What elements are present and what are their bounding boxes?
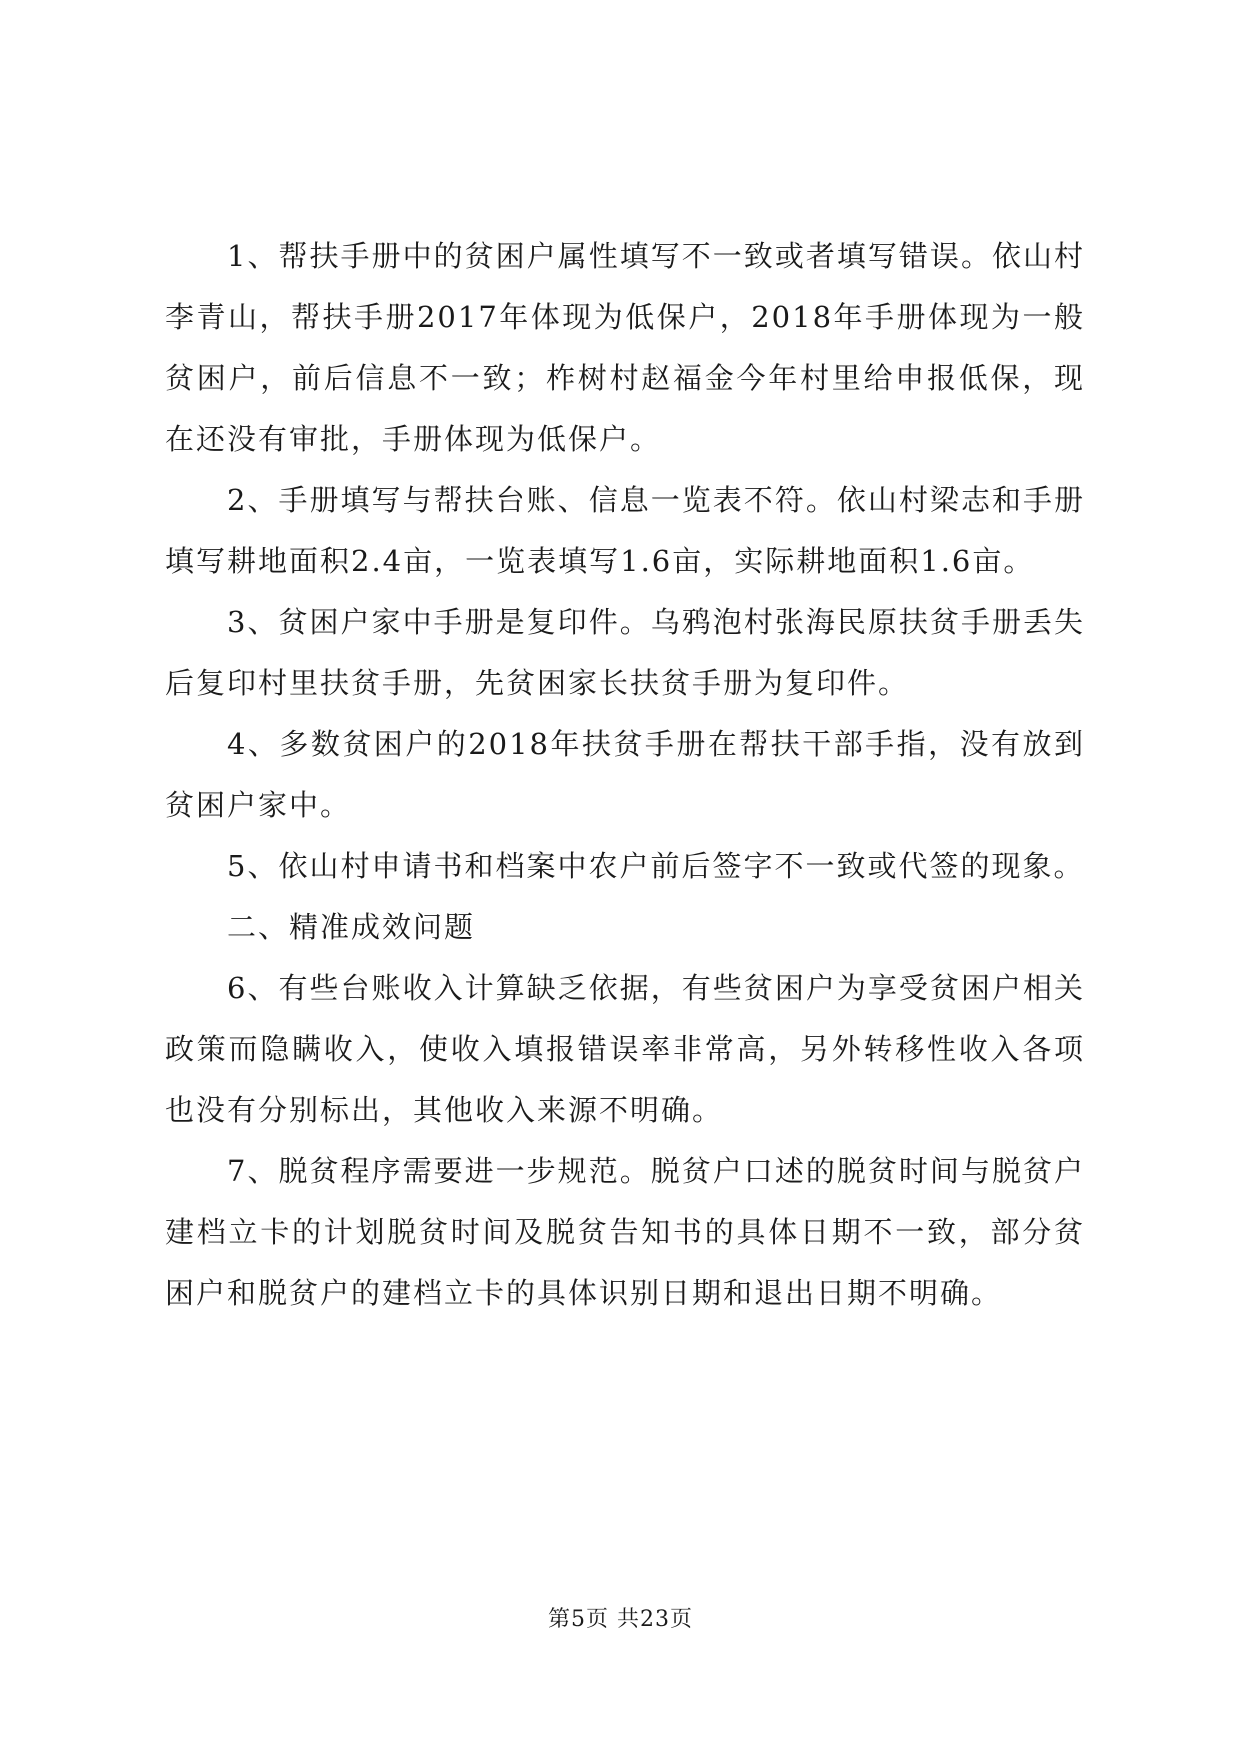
page-footer [0,1605,1241,1635]
paragraph-3: 3、贫困户家中手册是复印件。乌鸦泡村张海民原扶贫手册丢失后复印村里扶贫手册，先贫困家长扶贫手册为复印件。 [165,605,1085,700]
paragraph-2: 2、手册填写与帮扶台账、信息一览表不符。依山村梁志和手册填写耕地面积2.4亩，一览表填写1.6亩，实际耕地面积1.6亩。 [165,483,1085,578]
section-heading: 二、精准成效问题 [227,910,476,944]
document-body [165,226,1085,1324]
paragraph-5: 5、依山村申请书和档案中农户前后签字不一致或代签的现象。 [227,849,1085,883]
page-number-label: 第5页 共23页 [548,1607,693,1632]
paragraph-6: 6、有些台账收入计算缺乏依据，有些贫困户为享受贫困户相关政策而隐瞒收入，使收入填报错误率非常高，另外转移性收入各项也没有分别标出，其他收入来源不明确。 [165,971,1085,1127]
paragraph-1: 1、帮扶手册中的贫困户属性填写不一致或者填写错误。依山村李青山，帮扶手册2017年体现为低保户，2018年手册体现为一般贫困户，前后信息不一致；柞树村赵福金今年村里给申报低保，现在还没有审批，手册体现为低保户。 [165,239,1085,456]
paragraph-7: 7、脱贫程序需要进一步规范。脱贫户口述的脱贫时间与脱贫户建档立卡的计划脱贫时间及脱贫告知书的具体日期不一致，部分贫困户和脱贫户的建档立卡的具体识别日期和退出日期不明确。 [165,1154,1085,1310]
paragraph-4: 4、多数贫困户的2018年扶贫手册在帮扶干部手指，没有放到贫困户家中。 [165,727,1085,822]
